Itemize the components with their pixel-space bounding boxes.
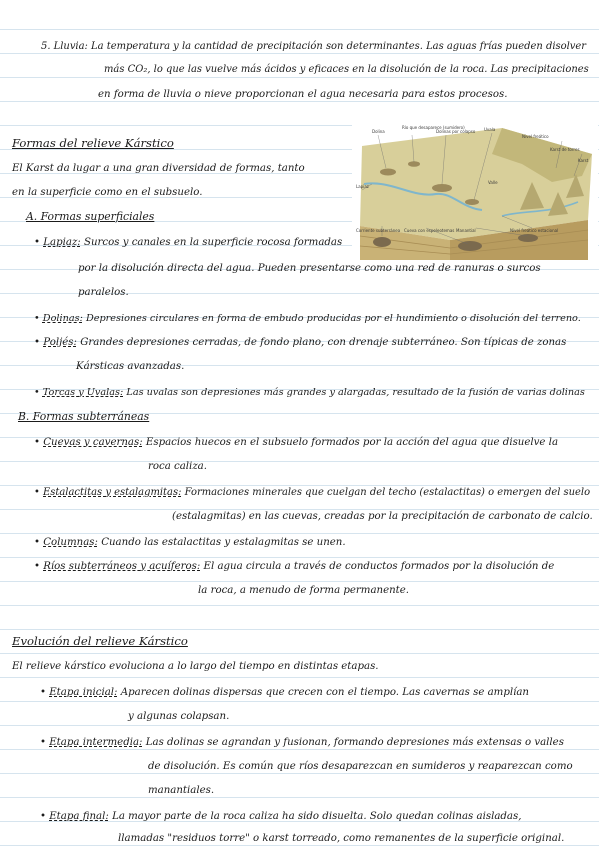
diagram-label-5: Nivel freático [522,134,549,139]
diagram-label-1: Dolina [372,129,385,134]
list-item-torcas: • Torcas y Uvalas: Las uvalas son depresiones más grandes y alargadas, resultado de la fusión de varias dolinas [34,387,585,398]
term-poljes: Poljés: [43,337,77,348]
intermediate-text-1: Las dolinas se agrandan y fusionan, formando depresiones más extensas o valles [145,737,564,748]
columnas-text-1: Cuando las estalactitas y estalagmitas se unen. [101,537,346,548]
poljes-text-2: Kársticas avanzadas. [76,361,185,372]
list-item-estalactitas: • Estalactitas y estalagmitas: Formaciones minerales que cuelgan del techo (estalactitas) o emergen del suelo [34,487,591,498]
evolution-intro: El relieve kárstico evoluciona a lo largo del tiempo en distintas etapas. [12,661,379,672]
estalactitas-text-1: Formaciones minerales que cuelgan del techo (estalactitas) o emergen del suelo [184,487,591,498]
diagram-label-2: Río que desaparece (sumidero) [402,125,465,130]
forms-title: Formas del relieve Kárstico [12,136,174,150]
diagram-label-7: Lapiaz [356,184,369,189]
list-item-cuevas: • Cuevas y cavernas: Espacios huecos en el subsuelo formados por la acción del agua que disuelve la [34,437,559,448]
diagram-label-10: Corriente subterránea [356,228,401,233]
lapiaz-text-2: por la disolución directa del agua. Pueden presentarse como una red de ranuras o surcos [78,263,541,274]
diagram-sinkhole-1 [380,169,396,176]
diagram-sinkhole-2 [408,161,420,167]
diagram-cave-2 [458,241,482,251]
term-torcas: Torcas y Uvalas: [42,387,124,398]
term-intermediate: Etapa intermedia: [49,737,143,748]
forms-intro-2: en la superficie como en el subsuelo. [12,187,203,198]
intermediate-text-3: manantiales. [148,785,215,796]
diagram-sinkhole-3 [432,184,452,192]
list-item-columnas: • Columnas: Cuando las estalactitas y estalagmitas se unen. [34,537,346,548]
evolution-title: Evolución del relieve Kárstico [12,634,188,648]
diagram-label-9: Valle [488,180,498,185]
karst-block-diagram [352,124,598,260]
poljes-text-1: Grandes depresiones cerradas, de fondo plano, con drenaje subterráneo. Son típicas de zonas [80,337,567,348]
intro-line-3: en forma de lluvia o nieve proporcionan el agua necesaria para estos procesos. [98,89,508,100]
term-columnas: Columnas: [43,537,98,548]
list-item-rios: • Ríos subterráneos y acuíferos: El agua circula a través de conductos formados por la disolución de [34,561,555,572]
rios-text-2: la roca, a menudo de forma permanente. [198,585,410,596]
intermediate-text-2: de disolución. Es común que ríos desaparezcan en sumideros y reaparezcan como [148,761,573,772]
term-final: Etapa final: [49,811,109,822]
diagram-label-6: Karst de torres [550,147,580,152]
dolinas-text-1: Depresiones circulares en forma de embudo producidas por el hundimiento o disolución del terreno. [85,313,581,324]
cuevas-text-1: Espacios huecos en el subsuelo formados por la acción del agua que disuelve la [145,437,559,448]
diagram-label-11: Cueva con espeleotemas [404,228,455,233]
diagram-label-8: Karst [578,158,589,163]
list-item-initial: • Etapa inicial: Aparecen dolinas dispersas que crecen con el tiempo. Las cavernas se amplían [40,687,529,698]
final-text-1: La mayor parte de la roca caliza ha sido disuelta. Solo quedan colinas aisladas, [112,811,522,822]
diagram-label-12: Manantial [456,228,476,233]
diagram-label-3: Dolinas por colapso [436,129,476,134]
initial-text-1: Aparecen dolinas dispersas que crecen con el tiempo. Las cavernas se amplían [120,687,529,698]
cuevas-text-2: roca caliza. [148,461,207,472]
diagram-label-4: Uvala [484,127,496,132]
intro-line-2: más CO₂, lo que las vuelve más ácidos y eficaces en la disolución de la roca. Las precipitaciones [104,64,589,75]
term-estalactitas: Estalactitas y estalagmitas: [43,487,182,498]
term-dolinas: Dolinas: [42,313,83,324]
list-item-intermediate: • Etapa intermedia: Las dolinas se agrandan y fusionan, formando depresiones más extensas o valles [40,737,564,748]
term-cuevas: Cuevas y cavernas: [43,437,143,448]
surface-forms-heading: A. Formas superficiales [26,210,155,223]
diagram-sinkhole-4 [465,199,479,205]
list-item-final: • Etapa final: La mayor parte de la roca caliza ha sido disuelta. Solo quedan colinas aisladas, [40,811,522,822]
final-text-2: llamadas "residuos torre" o karst torreado, como remanentes de la superficie original. [118,833,565,844]
list-item-lapiaz: • Lapiaz: Surcos y canales en la superficie rocosa formadas [34,237,343,248]
estalactitas-text-2: (estalagmitas) en las cuevas, creadas por la precipitación de carbonato de calcio. [172,511,593,522]
lapiaz-text-1: Surcos y canales en la superficie rocosa formadas [84,237,343,248]
lapiaz-text-3: paralelos. [78,287,129,298]
initial-text-2: y algunas colapsan. [128,711,230,722]
rios-text-1: El agua circula a través de conductos formados por la disolución de [203,561,555,572]
diagram-cave-3 [518,234,538,242]
term-rios: Ríos subterráneos y acuíferos: [43,561,201,572]
term-lapiaz: Lapiaz: [43,237,81,248]
list-item-poljes: • Poljés: Grandes depresiones cerradas, de fondo plano, con drenaje subterráneo. Son típicas de zonas [34,337,567,348]
underground-forms-heading: B. Formas subterráneas [18,410,150,423]
diagram-label-13: Nivel freático estacional [510,228,559,233]
list-item-dolinas: • Dolinas: Depresiones circulares en forma de embudo producidas por el hundimiento o disolución del terreno. [34,313,581,324]
term-initial: Etapa inicial: [49,687,118,698]
diagram-cave-1 [373,237,391,247]
forms-intro-1: El Karst da lugar a una gran diversidad de formas, tanto [12,163,305,174]
torcas-text-1: Las uvalas son depresiones más grandes y alargadas, resultado de la fusión de varias dolinas [126,387,585,398]
intro-line-1: 5. Lluvia: La temperatura y la cantidad de precipitación son determinantes. Las aguas frías pueden disolver [41,41,587,52]
